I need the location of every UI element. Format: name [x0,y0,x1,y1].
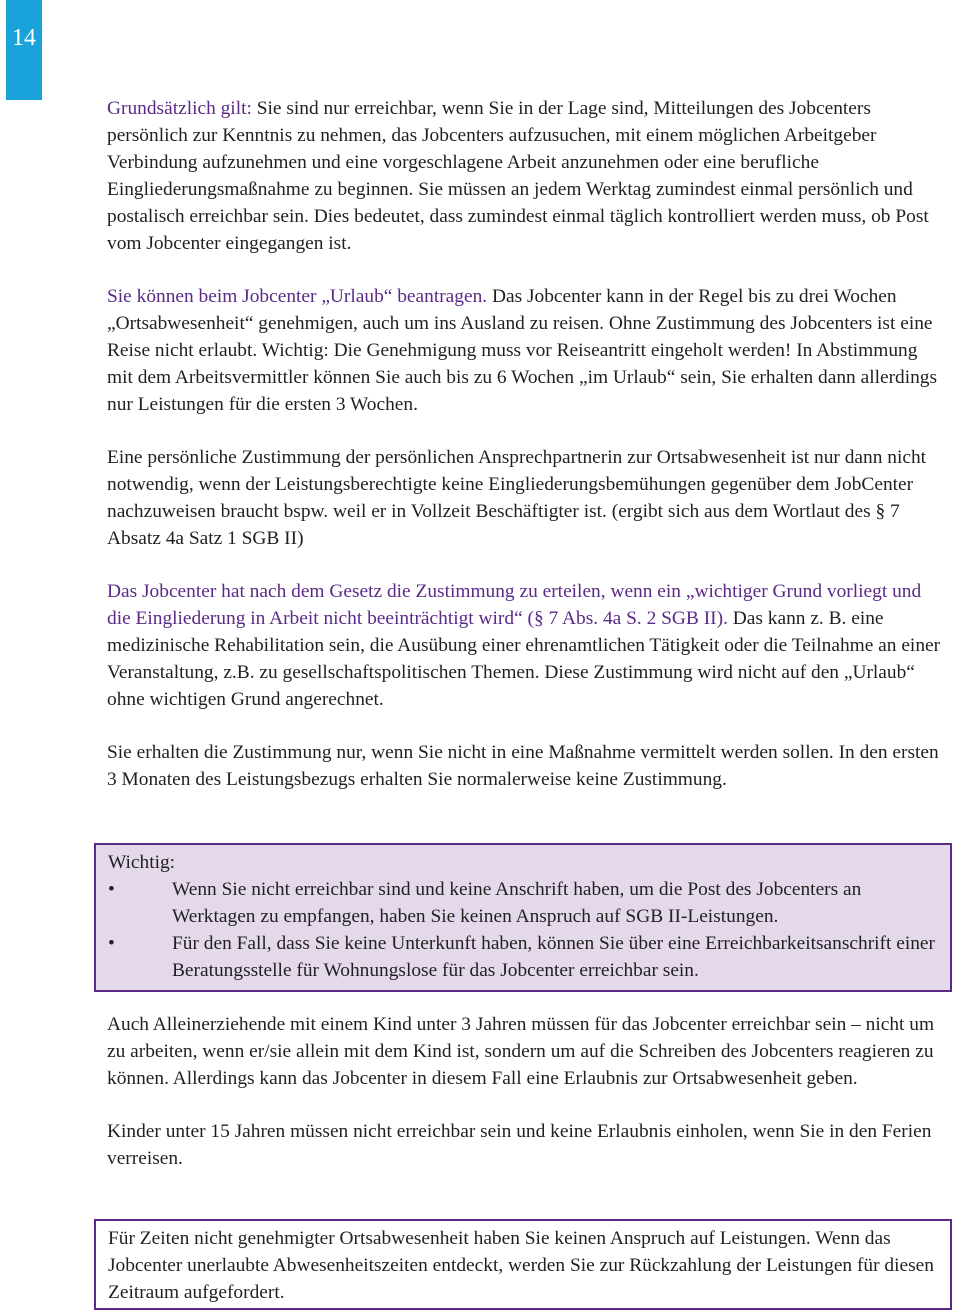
paragraph-massnahme: Sie erhalten die Zustimmung nur, wenn Sie nicht in eine Maßnahme vermittelt werden sollen. In den ersten 3 Monaten des Leistungsbezugs erhalten Sie normalerweise keine Zustimmung. [107,742,939,790]
lead-urlaub: Sie können beim Jobcenter „Urlaub“ beantragen. [107,286,488,307]
paragraph-text: Das kann z. B. eine medizinische Rehabilitation sein, die Ausübung einer ehrenamtlichen Tätigkeit oder die Teilnahme an einer Veranstaltung, z.B. zu gesellschaftspolitischen Themen. Diese Zustimmung wird nicht auf den „Urlaub“ ohne wichtigen Grund angerechnet. [107,608,941,710]
paragraph-wichtiger-grund [107,578,943,713]
paragraph-erreichbarkeit [107,95,943,257]
secondary-text [107,1011,943,1172]
list-item-text: Für den Fall, dass Sie keine Unterkunft haben, können Sie über eine Erreichbarkeitsanschrift einer Beratungsstelle für Wohnungslose für das Jobcenter erreichbar sein. [172,933,935,981]
paragraph-text: Das Jobcenter kann in der Regel bis zu drei Wochen „Ortsabwesenheit“ genehmigen, auch um ins Ausland zu reisen. Ohne Zustimmung des Jobcenters ist eine Reise nicht erlaubt. Wichtig: Die Genehmigung muss vor Reiseantritt eingeholt werden! In Abstimmung mit dem Arbeitsvermittler können Sie auch bis zu 6 Wochen „im Urlaub“ sein, Sie erhalten dann allerdings nur Leistungen für die ersten 3 Wochen. [107,286,938,415]
paragraph-zustimmung: Eine persönliche Zustimmung der persönlichen Ansprechpartnerin zur Ortsabwesenheit ist nur dann nicht notwendig, wenn der Leistungsberechtigte keine Eingliederungsbemühungen gegenüber dem JobCenter nachzuweisen braucht bspw. weil er in Vollzeit Beschäftigter ist. (ergibt sich aus dem Wortlaut des § 7 Absatz 4a Satz 1 SGB II) [107,447,927,549]
main-text [107,95,943,793]
page-number-tab [6,0,42,100]
paragraph-alleinerziehende: Auch Alleinerziehende mit einem Kind unter 3 Jahren müssen für das Jobcenter erreichbar sein – nicht um zu arbeiten, wenn er/sie allein mit dem Kind ist, sondern um auf die Schreiben des Jobcenters reagieren zu können. Allerdings kann das Jobcenter in diesem Fall eine Erlaubnis zur Ortsabwesenheit geben. [107,1014,935,1089]
note-title: Wichtig: [108,852,176,873]
page-number: 14 [12,25,36,51]
important-note-box [94,843,952,992]
lead-wichtiger-grund: Das Jobcenter hat nach dem Gesetz die Zustimmung zu erteilen, wenn ein „wichtiger Grund vorliegt und die Eingliederung in Arbeit nicht beeinträchtigt wird“ (§ 7 Abs. 4a S. 2 SGB II). [107,581,922,629]
paragraph-text: Sie sind nur erreichbar, wenn Sie in der Lage sind, Mitteilungen des Jobcenters persönlich zur Kenntnis zu nehmen, das Jobcenters aufzusuchen, mit einem möglichen Arbeitgeber Verbindung aufzunehmen und eine vorgeschlagene Arbeit anzunehmen oder eine berufliche Eingliederungsmaßnahme zu beginnen. Sie müssen an jedem Werktag zumindest einmal persönlich und postalisch erreichbar sein. Dies bedeutet, dass zumindest einmal täglich kontrolliert werden muss, ob Post vom Jobcenter eingegangen ist. [107,98,929,254]
list-item [108,930,938,984]
list-item-text: Wenn Sie nicht erreichbar sind und keine Anschrift haben, um die Post des Jobcenters an Werktagen zu empfangen, haben Sie keinen Anspruch auf SGB II-Leistungen. [172,879,862,927]
bullet-icon: • [108,879,115,900]
paragraph-kinder: Kinder unter 15 Jahren müssen nicht erreichbar sein und keine Erlaubnis einholen, wenn Sie in den Ferien verreisen. [107,1121,932,1169]
warning-text: Für Zeiten nicht genehmigter Ortsabwesenheit haben Sie keinen Anspruch auf Leistungen. Wenn das Jobcenter unerlaubte Abwesenheitszeiten entdeckt, werden Sie zur Rückzahlung der Leistungen für diesen Zeitraum aufgefordert. [108,1228,934,1303]
warning-box [94,1219,952,1310]
list-item [108,876,938,930]
note-list [108,876,938,984]
bullet-icon: • [108,933,115,954]
lead-grundsaetzlich: Grundsätzlich gilt: [107,98,252,119]
paragraph-urlaub [107,283,943,418]
